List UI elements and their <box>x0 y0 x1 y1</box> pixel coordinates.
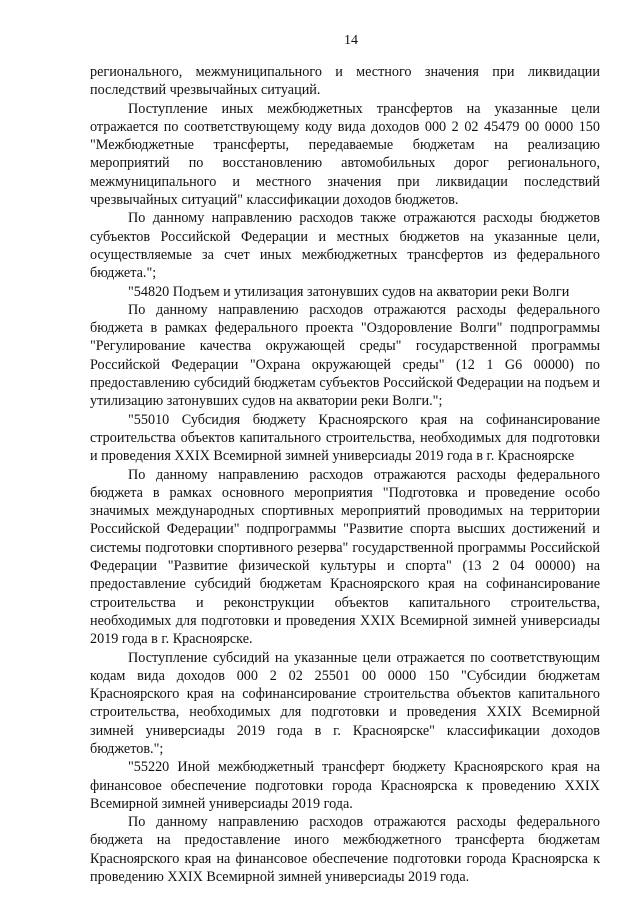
paragraph-subsidy-income: Поступление субсидий на указанные цели отражается по соответствующим кодам вида доходов 000 2 02 25501 00 0000 150 "Субсидии бюджетам Красноярского края на софинансирование строительства объектов капитального строительства, необходимых для подготовки и проведения XXIX Всемирной зимней универсиады 2019 года в г. Красноярске" классификации доходов бюджетов."; <box>90 649 600 757</box>
paragraph-code-54820: "54820 Подъем и утилизация затонувших судов на акватории реки Волги <box>128 283 570 300</box>
paragraph-universiade-expenses: По данному направлению расходов отражаются расходы федерального бюджета в рамках основного мероприятия "Подготовка и проведение особо значимых международных спортивных мероприятий проводимых на территории Российской Федерации" подпрограммы "Развитие спорта высших достижений и системы подготовки спортивного резерва" государственной программы Российской Федерации "Развитие физической культуры и спорта" (13 2 04 00000) на предоставление субсидий бюджетам Красноярского края на софинансирование строительства и реконструкции объектов капитального строительства, необходимых для подготовки и проведения XXIX Всемирной зимней универсиады 2019 года в г. Красноярске. <box>90 466 600 648</box>
paragraph-continuation: регионального, межмуниципального и местного значения при ликвидации последствий чрезвычайных ситуаций. <box>90 64 600 99</box>
paragraph-transfer-expenses: По данному направлению расходов отражаются расходы федерального бюджета на предоставление иного межбюджетного трансферта бюджетам Красноярского края на финансовое обеспечение подготовки города Красноярска к проведению XXIX Всемирной зимней универсиады 2019 года. <box>90 814 600 886</box>
paragraph-code-55010: "55010 Субсидия бюджету Красноярского края на софинансирование строительства объектов капитального строительства, необходимых для подготовки и проведения XXIX Всемирной зимней универсиады 2019 года в г. Красноярске <box>90 411 600 465</box>
paragraph-volga-project: По данному направлению расходов отражаются расходы федерального бюджета в рамках федерального проекта "Оздоровление Волги" подпрограммы "Регулирование качества окружающей среды" государственной программы Российской Федерации "Охрана окружающей среды" (12 1 G6 00000) по предоставлению субсидий бюджетам субъектов Российской Федерации на подъем и утилизацию затонувших судов на акватории реки Волги."; <box>90 301 600 410</box>
document-body <box>90 63 600 886</box>
page-number: 14 <box>344 33 358 48</box>
paragraph-transfer-income: Поступление иных межбюджетных трансфертов на указанные цели отражается по соответствующему коду вида доходов 000 2 02 45479 00 0000 150 "Межбюджетные трансферты, передаваемые бюджетам на реализацию мероприятий по восстановлению автомобильных дорог регионального, межмуниципального и местного значения при ликвидации последствий чрезвычайных ситуаций" классификации доходов бюджетов. <box>90 100 600 209</box>
paragraph-code-55220: "55220 Иной межбюджетный трансферт бюджету Красноярского края на финансовое обеспечение подготовки города Красноярска к проведению XXIX Всемирной зимней универсиады 2019 года. <box>90 759 600 812</box>
paragraph-budget-expenses: По данному направлению расходов также отражаются расходы бюджетов субъектов Российской Федерации и местных бюджетов на указанные цели, осуществляемые за счет иных межбюджетных трансфертов из федерального бюджета."; <box>90 210 600 282</box>
